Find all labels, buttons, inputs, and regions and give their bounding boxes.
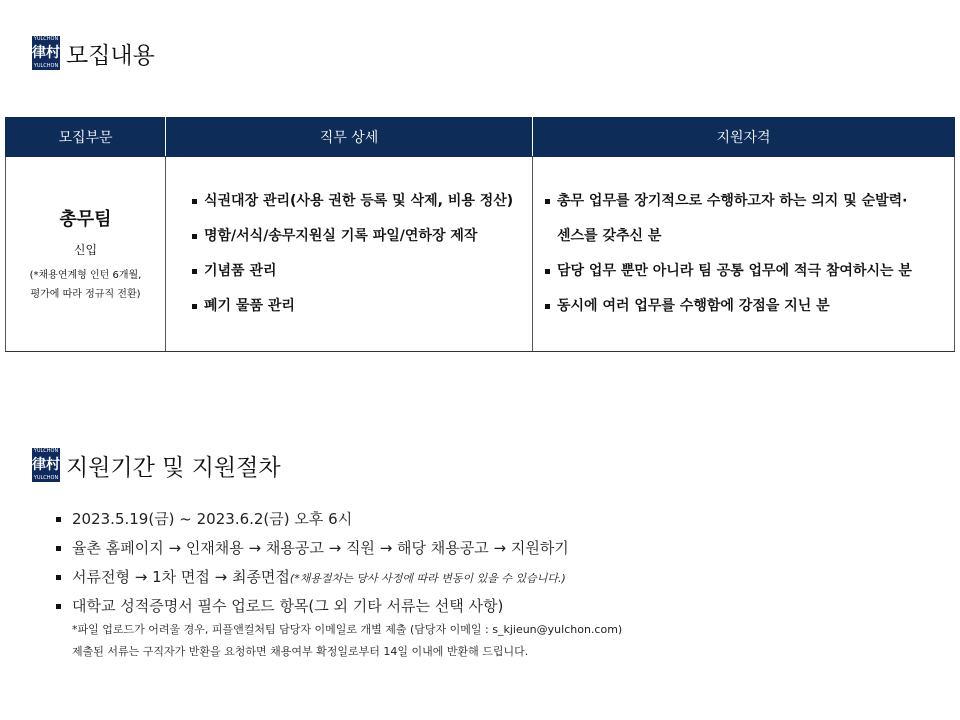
dept-name: 총무팀 [59, 208, 112, 230]
list-item: 식권대장 관리(사용 권한 등록 및 삭제, 비용 정산) [194, 184, 532, 219]
upload-requirement: 대학교 성적증명서 필수 업로드 항목(그 외 기타 서류는 선택 사항) [56, 592, 569, 621]
period-section-title [32, 448, 281, 482]
duties-list [166, 184, 532, 324]
period-title-text: 지원기간 및 지원절차 [66, 454, 281, 481]
yulchon-logo: YULCHON 律村 YULCHON [32, 448, 60, 481]
selection-steps: 서류전형 → 1차 면접 → 최종면접(*채용절차는 당사 사정에 따라 변동이 있을 수 있습니다.) [56, 563, 569, 592]
list-item: 기념품 관리 [194, 254, 532, 289]
table-header-row [6, 118, 955, 157]
steps-note: (*채용절차는 당사 사정에 따라 변동이 있을 수 있습니다.) [289, 572, 566, 585]
procedure-list [56, 505, 569, 621]
list-item: 총무 업무를 장기적으로 수행하고자 하는 의지 및 순발력· [543, 184, 954, 219]
list-item: 명함/서식/송무지원실 기록 파일/연하장 제작 [194, 219, 532, 254]
dept-cell [6, 157, 166, 352]
table-row [6, 157, 955, 352]
qualifications-list [533, 184, 954, 324]
return-footnote: 제출된 서류는 구직자가 반환을 요청하면 채용여부 확정일로부터 14일 이내에 반환해 드립니다. [72, 645, 529, 658]
header-qualifications: 지원자격 [533, 118, 955, 157]
list-item: 폐기 물품 관리 [194, 289, 532, 324]
recruit-section-title [32, 36, 155, 70]
upload-footnote: *파일 업로드가 어려울 경우, 피플앤컬처팀 담당자 이메일로 개별 제출 (담당자 이메일 : s_kjieun@yulchon.com) [72, 623, 623, 636]
header-dept: 모집부문 [6, 118, 166, 157]
header-duties: 직무 상세 [166, 118, 533, 157]
duties-cell [166, 157, 533, 352]
recruit-table [5, 117, 955, 352]
yulchon-logo: YULCHON 律村 YULCHON [32, 36, 60, 69]
application-period: 2023.5.19(금) ~ 2023.6.2(금) 오후 6시 [56, 505, 569, 534]
list-item: 담당 업무 뿐만 아니라 팀 공통 업무에 적극 참여하시는 분 [543, 254, 954, 289]
qualifications-cell [533, 157, 955, 352]
dept-note: (*채용연계형 인턴 6개월, 평가에 따라 정규직 전환) [29, 269, 142, 300]
application-path: 율촌 홈페이지 → 인재채용 → 채용공고 → 직원 → 해당 채용공고 → 지원하기 [56, 534, 569, 563]
list-item: 동시에 여러 업무를 수행함에 강점을 지닌 분 [543, 289, 954, 324]
list-item-continued: 센스를 갖추신 분 [557, 228, 662, 244]
recruit-title-text: 모집내용 [66, 42, 155, 69]
dept-type: 신입 [73, 242, 98, 257]
